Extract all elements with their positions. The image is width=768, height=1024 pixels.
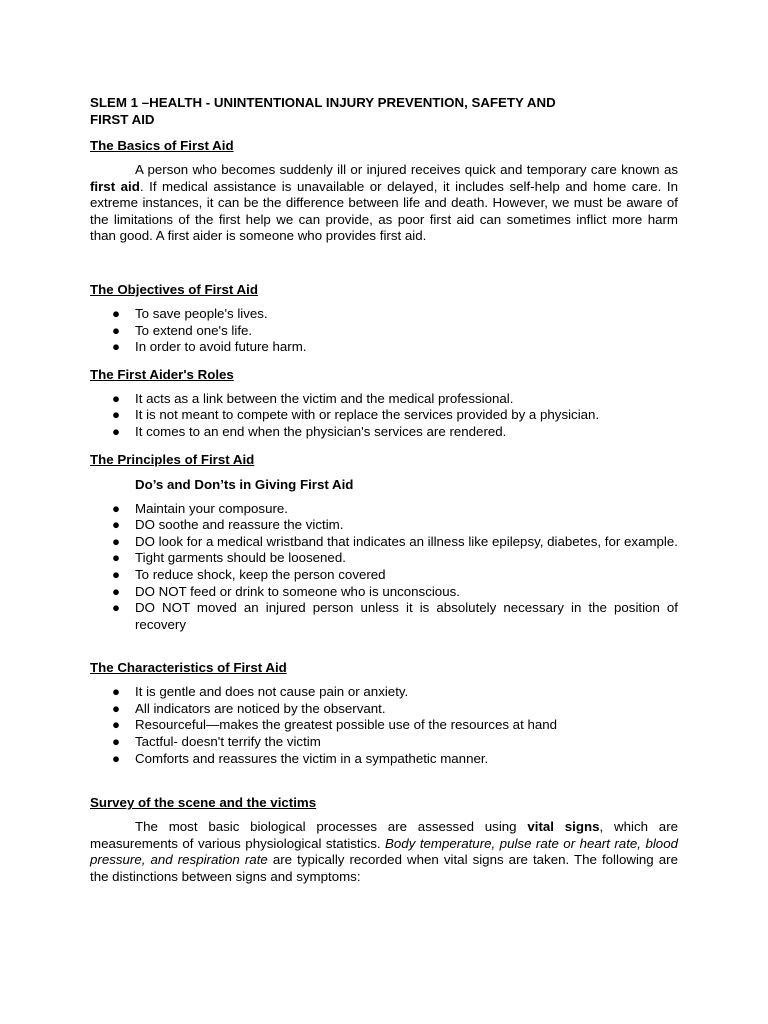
bullet-icon: ● bbox=[112, 566, 121, 582]
heading-survey: Survey of the scene and the victims bbox=[90, 795, 317, 811]
bullet-icon: ● bbox=[112, 322, 121, 338]
list-item bbox=[90, 339, 678, 356]
bullet-icon: ● bbox=[112, 684, 121, 700]
heading-principles: The Principles of First Aid bbox=[90, 451, 255, 467]
title-line-1: SLEM 1 –HEALTH - UNINTENTIONAL INJURY PREVENTION, SAFETY AND bbox=[90, 95, 556, 110]
list-item-text: Comforts and reassures the victim in a sympathetic manner. bbox=[135, 750, 489, 766]
bullet-icon: ● bbox=[112, 750, 121, 766]
list-item bbox=[90, 550, 678, 567]
bullet-icon: ● bbox=[112, 517, 121, 533]
list-item-text: DO soothe and reassure the victim. bbox=[135, 517, 344, 533]
document-title bbox=[90, 94, 678, 128]
list-item-text: Maintain your composure. bbox=[135, 500, 288, 516]
heading-roles: The First Aider's Roles bbox=[90, 366, 234, 382]
list-item bbox=[90, 424, 678, 441]
list-item bbox=[90, 501, 678, 518]
bullet-icon: ● bbox=[112, 423, 121, 439]
heading-basics: The Basics of First Aid bbox=[90, 138, 234, 153]
list-item-text: To save people's lives. bbox=[135, 305, 268, 321]
list-item bbox=[90, 391, 678, 408]
list-item bbox=[90, 684, 678, 701]
list-item-text: It comes to an end when the physician's services are rendered. bbox=[135, 423, 507, 439]
bullet-icon: ● bbox=[112, 305, 121, 321]
characteristics-list bbox=[90, 684, 678, 767]
survey-text-c: are typically recorded when vital signs are taken. The following are the distinctions between signs and symptoms: bbox=[90, 852, 678, 885]
bullet-icon: ● bbox=[112, 390, 121, 406]
bullet-icon: ● bbox=[112, 700, 121, 716]
list-item-text: It is gentle and does not cause pain or anxiety. bbox=[135, 684, 409, 700]
list-item bbox=[90, 717, 678, 734]
bullet-icon: ● bbox=[112, 734, 121, 750]
bullet-icon: ● bbox=[112, 583, 121, 599]
objectives-list bbox=[90, 306, 678, 356]
survey-text-a: The most basic biological processes are assessed using bbox=[135, 819, 528, 835]
survey-paragraph bbox=[90, 819, 678, 885]
document-page bbox=[90, 94, 678, 886]
bullet-icon: ● bbox=[112, 717, 121, 733]
bullet-icon: ● bbox=[112, 600, 121, 616]
bullet-icon: ● bbox=[112, 407, 121, 423]
list-item-text: Resourceful—makes the greatest possible use of the resources at hand bbox=[135, 717, 558, 733]
list-item bbox=[90, 534, 678, 551]
basics-term-first-aid: first aid bbox=[90, 178, 140, 194]
heading-objectives: The Objectives of First Aid bbox=[90, 281, 258, 297]
list-item-text: To extend one's life. bbox=[135, 322, 253, 338]
bullet-icon: ● bbox=[112, 550, 121, 566]
list-item bbox=[90, 701, 678, 718]
list-item bbox=[90, 517, 678, 534]
bullet-icon: ● bbox=[112, 339, 121, 355]
survey-vital-signs-list: Body temperature, pulse rate or heart rate, blood pressure, and respiration rate bbox=[90, 835, 678, 868]
roles-list bbox=[90, 391, 678, 441]
basics-paragraph bbox=[90, 162, 678, 245]
list-item bbox=[90, 567, 678, 584]
list-item bbox=[90, 600, 678, 633]
survey-text-b: , which are measurements of various physiological statistics. bbox=[90, 819, 679, 851]
list-item bbox=[90, 323, 678, 340]
list-item-text: It is not meant to compete with or replace the services provided by a physician. bbox=[135, 407, 600, 423]
list-item-text: DO NOT moved an injured person unless it is absolutely necessary in the position of recovery bbox=[135, 600, 678, 632]
list-item-text: All indicators are noticed by the observant. bbox=[135, 700, 386, 716]
list-item-text: Tight garments should be loosened. bbox=[135, 550, 346, 566]
list-item-text: DO look for a medical wristband that indicates an illness like epilepsy, diabetes, for example. bbox=[135, 533, 678, 549]
basics-text-a: A person who becomes suddenly ill or injured receives quick and temporary care known as bbox=[135, 162, 678, 177]
list-item-text: Tactful- doesn't terrify the victim bbox=[135, 734, 321, 750]
list-item-text: To reduce shock, keep the person covered bbox=[135, 566, 386, 582]
bullet-icon: ● bbox=[112, 500, 121, 516]
list-item-text: In order to avoid future harm. bbox=[135, 339, 307, 355]
list-item bbox=[90, 584, 678, 601]
title-line-2: FIRST AID bbox=[90, 112, 155, 127]
list-item bbox=[90, 751, 678, 768]
basics-text-b: . If medical assistance is unavailable or delayed, it includes self-help and home care. In extreme instances, it can be the difference between life and death. However, we must be aware of the limitations of the first help we can provide, as poor first aid can sometimes inflict more harm than good. A first aider is someone who provides first aid. bbox=[90, 178, 679, 244]
list-item bbox=[90, 407, 678, 424]
bullet-icon: ● bbox=[112, 533, 121, 549]
list-item-text: It acts as a link between the victim and the medical professional. bbox=[135, 390, 514, 406]
survey-term-vital-signs: vital signs bbox=[527, 819, 600, 835]
list-item bbox=[90, 734, 678, 751]
subheading-dos-donts: Do’s and Don’ts in Giving First Aid bbox=[135, 476, 354, 492]
principles-list bbox=[90, 501, 678, 634]
heading-characteristics: The Characteristics of First Aid bbox=[90, 660, 287, 676]
list-item bbox=[90, 306, 678, 323]
list-item-text: DO NOT feed or drink to someone who is unconscious. bbox=[135, 583, 460, 599]
